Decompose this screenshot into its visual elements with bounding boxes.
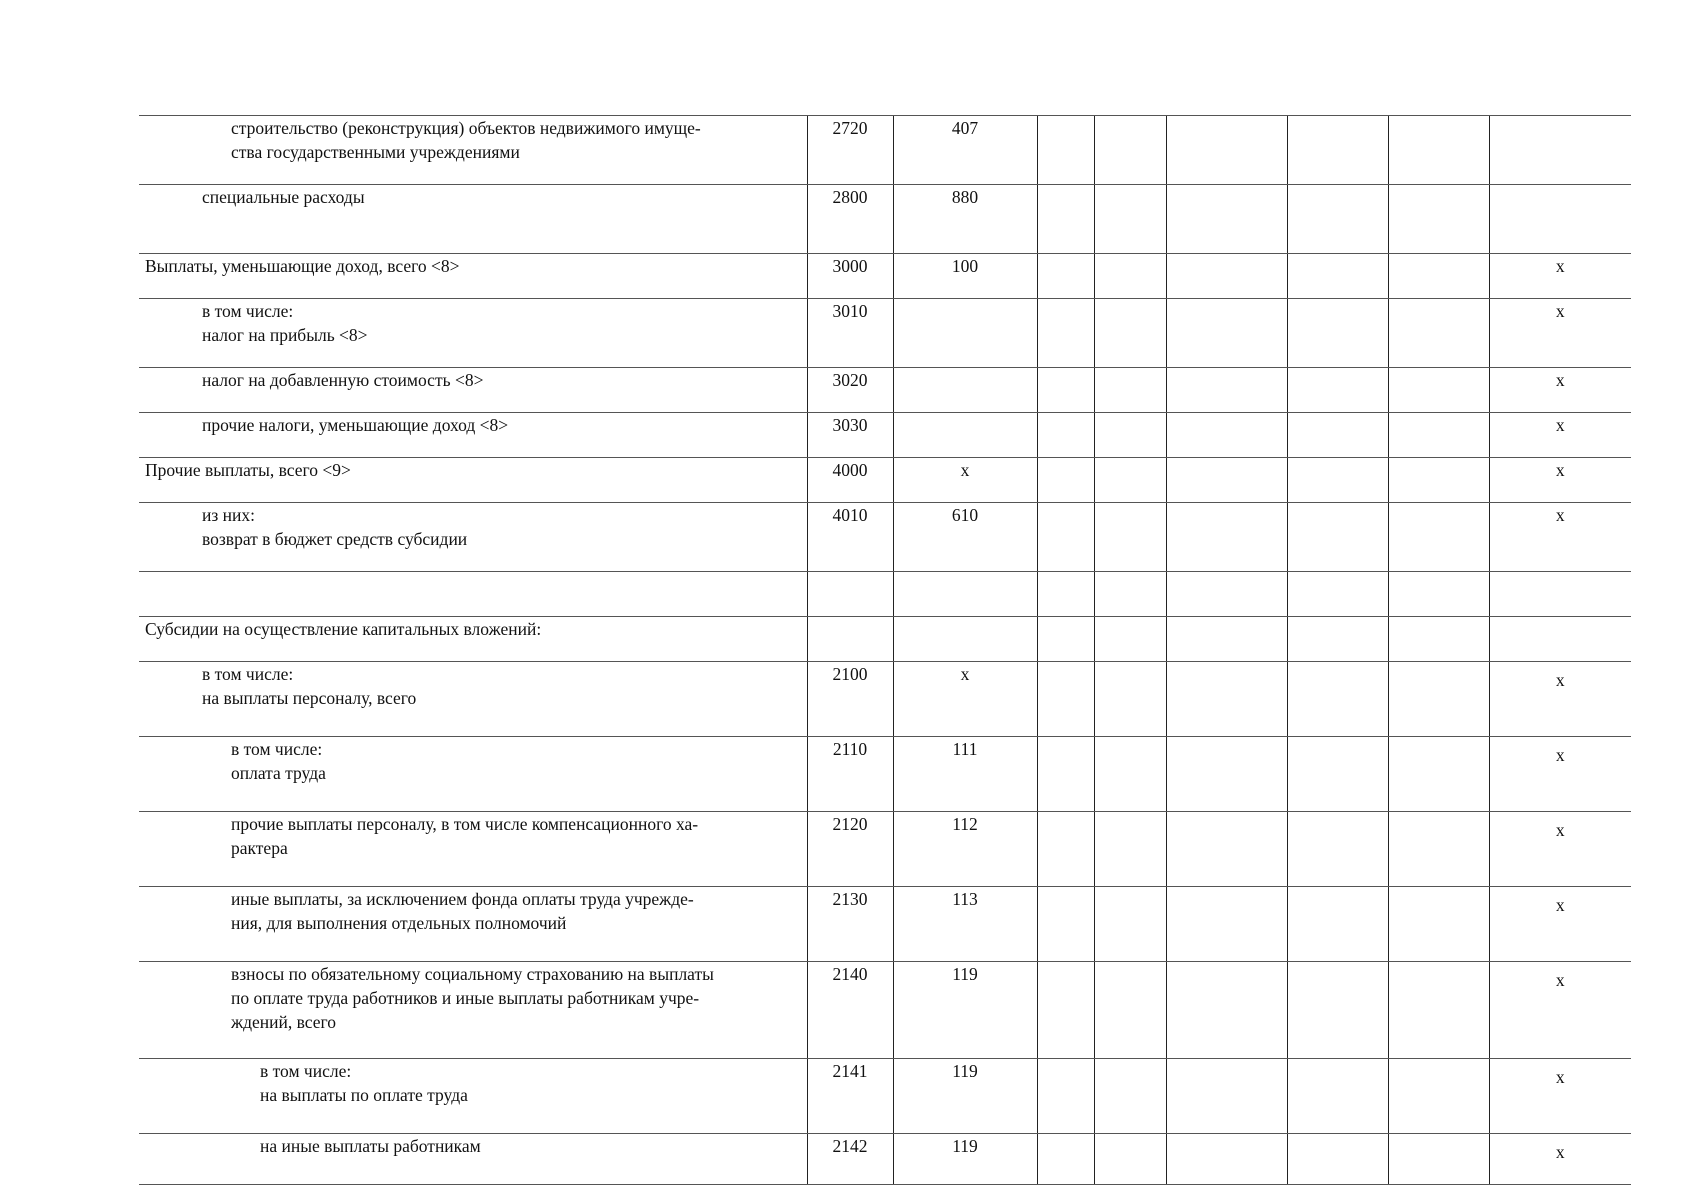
empty-cell [1094, 254, 1166, 299]
row-name [139, 572, 807, 617]
empty-cell [1037, 185, 1094, 254]
empty-cell [1037, 617, 1094, 662]
row-code: 2142 [807, 1134, 893, 1185]
empty-cell [1388, 254, 1489, 299]
row-name: налог на добавленную стоимость <8> [139, 368, 807, 413]
empty-cell [1037, 254, 1094, 299]
row-x-mark: x [1489, 413, 1631, 458]
empty-cell [1094, 812, 1166, 887]
row-x-mark [1489, 116, 1631, 185]
empty-cell [1388, 662, 1489, 737]
empty-cell [1037, 887, 1094, 962]
empty-cell [1166, 254, 1287, 299]
empty-cell [1094, 185, 1166, 254]
empty-cell [1287, 737, 1388, 812]
row-code: 2720 [807, 116, 893, 185]
empty-cell [1094, 617, 1166, 662]
row-x-mark: x [1489, 962, 1631, 1059]
empty-cell [1094, 299, 1166, 368]
empty-cell [1388, 368, 1489, 413]
row-x-mark: x [1489, 662, 1631, 737]
row-kbk [893, 368, 1037, 413]
empty-cell [1166, 617, 1287, 662]
row-name: на иные выплаты работникам [139, 1134, 807, 1185]
row-code: 3010 [807, 299, 893, 368]
table-row [139, 185, 1631, 254]
row-name: прочие выплаты персоналу, в том числе компенсационного ха- рактера [139, 812, 807, 887]
empty-cell [1037, 737, 1094, 812]
empty-cell [1166, 116, 1287, 185]
empty-cell [1166, 413, 1287, 458]
empty-cell [1037, 116, 1094, 185]
row-name: в том числе: оплата труда [139, 737, 807, 812]
empty-cell [1388, 887, 1489, 962]
empty-cell [1388, 617, 1489, 662]
empty-cell [1094, 116, 1166, 185]
row-code: 2110 [807, 737, 893, 812]
empty-cell [1287, 812, 1388, 887]
row-code: 3000 [807, 254, 893, 299]
empty-cell [1287, 662, 1388, 737]
row-x-mark: x [1489, 1134, 1631, 1185]
empty-cell [1166, 812, 1287, 887]
empty-cell [1287, 1059, 1388, 1134]
row-name: иные выплаты, за исключением фонда оплаты труда учрежде- ния, для выполнения отдельных полномочий [139, 887, 807, 962]
row-kbk: 119 [893, 1059, 1037, 1134]
empty-cell [1388, 458, 1489, 503]
row-kbk [893, 413, 1037, 458]
row-x-mark: x [1489, 299, 1631, 368]
table-row [139, 299, 1631, 368]
row-kbk [893, 299, 1037, 368]
table-row [139, 572, 1631, 617]
table-row [139, 413, 1631, 458]
row-x-mark: x [1489, 368, 1631, 413]
empty-cell [1094, 503, 1166, 572]
empty-cell [1388, 1059, 1489, 1134]
row-x-mark: x [1489, 737, 1631, 812]
row-name: Выплаты, уменьшающие доход, всего <8> [139, 254, 807, 299]
row-name: в том числе: налог на прибыль <8> [139, 299, 807, 368]
empty-cell [1166, 737, 1287, 812]
empty-cell [1037, 812, 1094, 887]
empty-cell [1388, 116, 1489, 185]
empty-cell [1287, 887, 1388, 962]
empty-cell [1166, 572, 1287, 617]
row-code: 2800 [807, 185, 893, 254]
row-x-mark: x [1489, 1059, 1631, 1134]
empty-cell [1094, 662, 1166, 737]
row-name: в том числе: на выплаты по оплате труда [139, 1059, 807, 1134]
empty-cell [1037, 458, 1094, 503]
table-row [139, 116, 1631, 185]
row-kbk: 119 [893, 962, 1037, 1059]
table-row [139, 617, 1631, 662]
row-code: 3020 [807, 368, 893, 413]
table-row [139, 368, 1631, 413]
row-kbk: 119 [893, 1134, 1037, 1185]
empty-cell [1287, 962, 1388, 1059]
row-kbk: 111 [893, 737, 1037, 812]
row-code: 2100 [807, 662, 893, 737]
empty-cell [1166, 185, 1287, 254]
row-name: Субсидии на осуществление капитальных вложений: [139, 617, 807, 662]
empty-cell [1166, 503, 1287, 572]
row-kbk: 113 [893, 887, 1037, 962]
empty-cell [1094, 1059, 1166, 1134]
empty-cell [1037, 299, 1094, 368]
empty-cell [1388, 572, 1489, 617]
row-name: в том числе: на выплаты персоналу, всего [139, 662, 807, 737]
empty-cell [1388, 503, 1489, 572]
empty-cell [1287, 413, 1388, 458]
empty-cell [1037, 1134, 1094, 1185]
budget-table [139, 115, 1631, 1185]
empty-cell [1287, 1134, 1388, 1185]
empty-cell [1094, 413, 1166, 458]
row-x-mark [1489, 185, 1631, 254]
empty-cell [1388, 812, 1489, 887]
empty-cell [1287, 617, 1388, 662]
empty-cell [1166, 458, 1287, 503]
row-code [807, 617, 893, 662]
row-code: 2120 [807, 812, 893, 887]
table-row [139, 662, 1631, 737]
empty-cell [1094, 368, 1166, 413]
row-kbk [893, 617, 1037, 662]
row-kbk: 610 [893, 503, 1037, 572]
table-row [139, 458, 1631, 503]
row-code: 3030 [807, 413, 893, 458]
empty-cell [1037, 962, 1094, 1059]
table-row [139, 1059, 1631, 1134]
empty-cell [1287, 299, 1388, 368]
empty-cell [1094, 458, 1166, 503]
empty-cell [1287, 116, 1388, 185]
row-x-mark: x [1489, 503, 1631, 572]
row-code: 4000 [807, 458, 893, 503]
row-name: из них: возврат в бюджет средств субсидии [139, 503, 807, 572]
empty-cell [1037, 572, 1094, 617]
row-kbk: 880 [893, 185, 1037, 254]
empty-cell [1287, 458, 1388, 503]
row-name: специальные расходы [139, 185, 807, 254]
empty-cell [1037, 1059, 1094, 1134]
empty-cell [1037, 413, 1094, 458]
row-code: 2130 [807, 887, 893, 962]
empty-cell [1037, 662, 1094, 737]
table-row [139, 737, 1631, 812]
empty-cell [1287, 254, 1388, 299]
empty-cell [1287, 185, 1388, 254]
empty-cell [1166, 662, 1287, 737]
row-kbk: x [893, 662, 1037, 737]
empty-cell [1094, 1134, 1166, 1185]
row-x-mark: x [1489, 254, 1631, 299]
empty-cell [1094, 887, 1166, 962]
row-x-mark: x [1489, 812, 1631, 887]
row-code: 4010 [807, 503, 893, 572]
table-row [139, 1134, 1631, 1185]
row-kbk: x [893, 458, 1037, 503]
empty-cell [1094, 962, 1166, 1059]
table-row [139, 812, 1631, 887]
row-name: прочие налоги, уменьшающие доход <8> [139, 413, 807, 458]
row-name: взносы по обязательному социальному страхованию на выплаты по оплате труда работников и иные выплаты работникам учре- ждений, всего [139, 962, 807, 1059]
table-row [139, 962, 1631, 1059]
row-kbk: 407 [893, 116, 1037, 185]
empty-cell [1166, 1134, 1287, 1185]
row-x-mark: x [1489, 458, 1631, 503]
row-name: строительство (реконструкция) объектов недвижимого имуще- ства государственными учреждениями [139, 116, 807, 185]
empty-cell [1388, 737, 1489, 812]
table-row [139, 887, 1631, 962]
table-row [139, 503, 1631, 572]
empty-cell [1287, 503, 1388, 572]
empty-cell [1166, 1059, 1287, 1134]
row-x-mark [1489, 572, 1631, 617]
empty-cell [1166, 962, 1287, 1059]
row-kbk: 112 [893, 812, 1037, 887]
empty-cell [1388, 413, 1489, 458]
row-kbk: 100 [893, 254, 1037, 299]
empty-cell [1166, 368, 1287, 413]
empty-cell [1166, 299, 1287, 368]
row-code: 2140 [807, 962, 893, 1059]
row-name: Прочие выплаты, всего <9> [139, 458, 807, 503]
empty-cell [1037, 503, 1094, 572]
empty-cell [1388, 1134, 1489, 1185]
empty-cell [1287, 572, 1388, 617]
row-code [807, 572, 893, 617]
empty-cell [1037, 368, 1094, 413]
empty-cell [1388, 185, 1489, 254]
table-row [139, 254, 1631, 299]
empty-cell [1166, 887, 1287, 962]
row-x-mark: x [1489, 887, 1631, 962]
empty-cell [1388, 299, 1489, 368]
row-kbk [893, 572, 1037, 617]
row-code: 2141 [807, 1059, 893, 1134]
empty-cell [1094, 737, 1166, 812]
empty-cell [1388, 962, 1489, 1059]
empty-cell [1094, 572, 1166, 617]
row-x-mark [1489, 617, 1631, 662]
empty-cell [1287, 368, 1388, 413]
